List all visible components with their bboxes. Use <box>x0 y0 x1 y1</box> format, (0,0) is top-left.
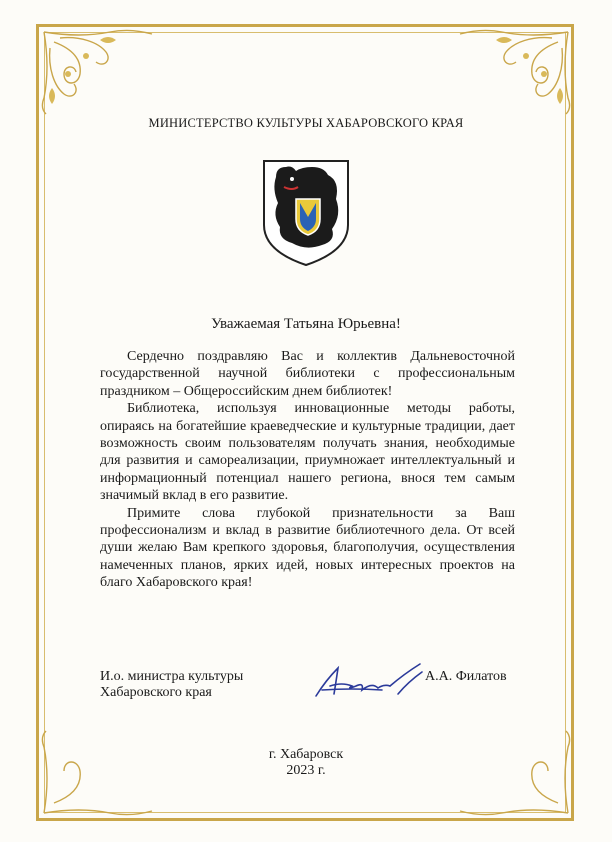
body-paragraph: Примите слова глубокой признательности за Ваш профессионализм и вклад в развитие библиотечного дела. От всей души желаю Вам крепкого здоровья, благополучия, осуществления намеченных планов, ярких идей, новых интересных проектов на благо Хабаровского края! <box>100 505 515 591</box>
body-paragraph: Библиотека, используя инновационные методы работы, опираясь на богатейшие краеведческие и культурные традиции, дает возможность своим пользователям получать знания, необходимые для развития и самореализации, приумножает интеллектуальный и информационный потенциал нашего региона, внося тем самым значимый вклад в его развитие. <box>100 401 515 504</box>
ministry-header: МИНИСТЕРСТВО КУЛЬТУРЫ ХАБАРОВСКОГО КРАЯ <box>148 116 464 130</box>
greeting-heading: Уважаемая Татьяна Юрьевна! <box>211 316 401 332</box>
coat-of-arms-icon <box>262 159 350 267</box>
place-and-date <box>0 747 612 779</box>
signatory-name: А.А. Филатов <box>425 669 507 684</box>
ornament-corner-icon <box>40 28 160 118</box>
letter-body <box>100 348 515 592</box>
city-line: г. Хабаровск <box>268 747 344 762</box>
position-line: И.о. министра культуры <box>100 669 244 684</box>
position-line: Хабаровского края <box>100 684 212 700</box>
body-paragraph: Сердечно поздравляю Вас и коллектив Дальневосточной государственной научной библиотеки с профессиональным праздником – Общероссийским днем библиотек! <box>100 349 515 399</box>
ornament-corner-icon <box>452 28 572 118</box>
signatory-position <box>100 669 243 700</box>
year-line: 2023 г. <box>286 763 326 778</box>
handwritten-signature-icon <box>312 660 432 702</box>
